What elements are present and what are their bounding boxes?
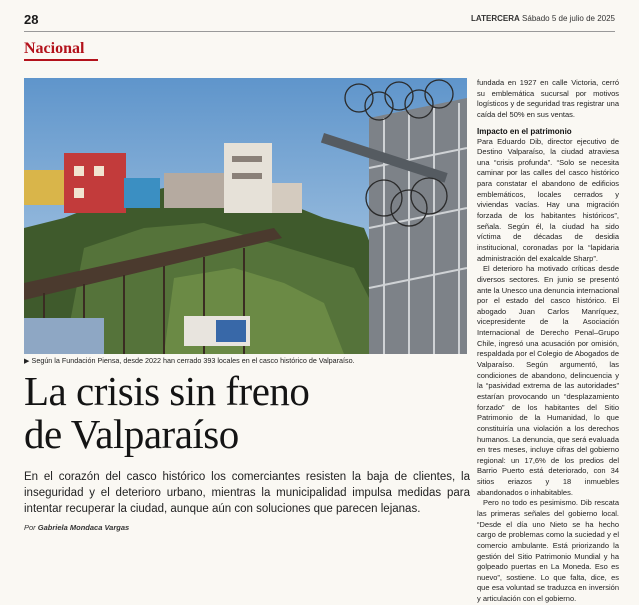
house-blue: [124, 178, 160, 208]
headline: [24, 370, 309, 457]
byline: [24, 523, 129, 532]
article-deck: En el corazón del casco histórico los comerciantes resisten la baja de clientes, la inseguridad y el deterioro urbano, mientras la municipalidad impulsa medidas para intentar recuperar la ciudad, aunque aún con soluciones que parecen lejanas.: [24, 471, 470, 515]
page-number: 28: [24, 12, 39, 27]
house-red: [64, 153, 126, 213]
section-title: Nacional: [24, 40, 85, 57]
publication-date: Sábado 5 de julio de 2025: [522, 14, 615, 23]
publication-name: LATERCERA: [471, 14, 520, 23]
article-column: [477, 78, 619, 605]
photo-caption: ▶ Según la Fundación Piensa, desde 2022 han cerrado 393 locales en el casco histórico de Valparaíso.: [24, 356, 355, 365]
top-rule: [24, 31, 615, 32]
publication-header: [471, 14, 615, 23]
byline-author: Gabriela Mondaca Vargas: [37, 523, 130, 532]
article-photo: [24, 78, 467, 354]
column-subhead: Impacto en el patrimonio: [477, 126, 572, 136]
column-paragraph-3: Pero no todo es pesimismo. Dib rescata las primeras señales del gobierno local. “Desde el día uno Nieto se ha hecho cargo de problemas como la suciedad y el comercio ambulante. Está priorizando la gestión del Sitio Patrimonio Mundial y ha golpeado puertas en La Moneda. Eso es nuevo”, sostiene. Lo que falta, dice, es que esa voluntad se traduzca en inversión y articulación con el gobierno.: [477, 498, 619, 604]
column-paragraph-1: Para Eduardo Dib, director ejecutivo de Destino Valparaíso, la ciudad atraviesa una “crisis profunda”. “Solo se necesita caminar por las calles del casco histórico para constatar el abandono de edificios emblemáticos, locales cerrados y viviendas vacías. Hay una migración forzada de los habitantes históricos”, señala. Según él, la ciudad ha sido víctima de décadas de desidia institucional, coronadas por la “lapidaria administración del exalcalde Sharp”.: [477, 136, 619, 263]
headline-line-2: de Valparaíso: [24, 411, 239, 458]
house-grey: [164, 173, 224, 208]
column-paragraph-2: El deterioro ha motivado críticas desde diversos sectores. En junio se presentó ante la Unesco una denuncia internacional por el estado del casco histórico. El abogado Juan Carlos Manríquez, vicepresidente de la Asociación Internacional de Derecho Penal–Grupo Chile, ingresó una acusación por omisión, respaldada por el Colegio de Abogados de Valparaíso. Según argumentó, las condiciones de abandono, delincuencia y la “pasividad extrema de las autoridades” estarían provocando un “desplazamiento forzado” de los habitantes del Sitio Patrimonio de la Humanidad, lo que constituiría una violación a los derechos humanos. La denuncia, que será evaluada en tres meses, incluye cifras del gobierno regional: un 17,6% de los predios del Barrio Puerto está deteriorado, con 34 sitios eriazos y 18 inmuebles abandonados o inhabitables.: [477, 264, 619, 497]
column-intro: fundada en 1927 en calle Victoria, cerró su emblemática sucursal por motivos logísticos y de seguridad tras registrar una caída del 50% en sus ventas.: [477, 78, 619, 119]
house-yellow: [24, 170, 64, 205]
section-rule: [24, 59, 98, 61]
headline-line-1: La crisis sin freno: [24, 368, 310, 414]
byline-prefix: Por: [24, 523, 36, 532]
